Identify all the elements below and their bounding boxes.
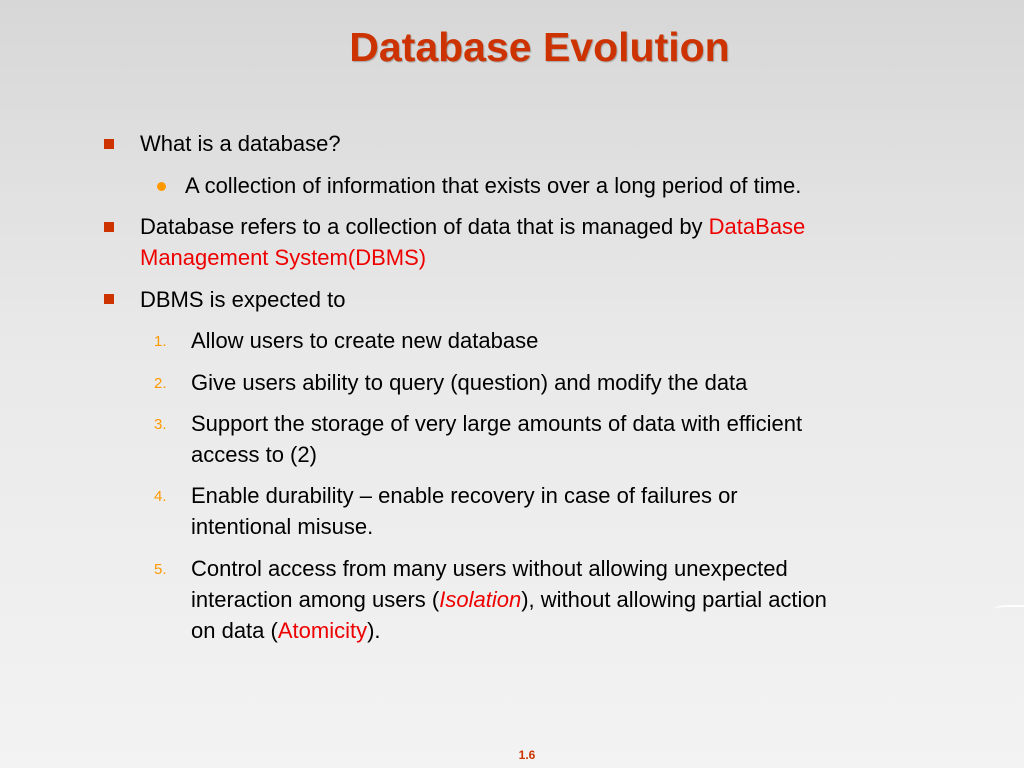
- numbered-item: Support the storage of very large amounts of data with efficient: [191, 411, 803, 436]
- numbered-item-cont: [191, 615, 381, 646]
- item-number: 5.: [154, 561, 167, 578]
- item-text: on data (: [191, 618, 278, 643]
- numbered-item-cont: intentional misuse.: [191, 514, 374, 539]
- square-bullet-icon: [104, 294, 114, 304]
- emphasis-isolation: Isolation: [439, 587, 522, 612]
- numbered-item: Enable durability – enable recovery in case of failures or: [191, 483, 738, 508]
- sub-bullet-collection: A collection of information that exists over a long period of time.: [185, 173, 802, 198]
- emphasis-text: DataBase: [708, 214, 806, 239]
- item-number: 2.: [154, 375, 167, 392]
- bullet-text: Database refers to a collection of data that is managed by: [140, 214, 709, 239]
- numbered-item-cont: access to (2): [191, 442, 317, 467]
- numbered-item: Control access from many users without allowing unexpected: [191, 556, 788, 581]
- decorative-swoosh: [994, 605, 1024, 613]
- item-text: ), without allowing partial action: [521, 587, 827, 612]
- numbered-item: Give users ability to query (question) and modify the data: [191, 370, 748, 395]
- item-number: 4.: [154, 488, 167, 505]
- emphasis-atomicity: Atomicity: [277, 618, 368, 643]
- bullet-what-is-database: What is a database?: [140, 131, 341, 156]
- item-text: interaction among users (: [191, 587, 440, 612]
- item-number: 1.: [154, 333, 167, 350]
- bullet-dbms-expected: DBMS is expected to: [140, 287, 346, 312]
- bullet-database-refers-cont: Management System(DBMS): [140, 245, 427, 270]
- slide-title: Database Evolution: [349, 24, 730, 70]
- round-bullet-icon: [157, 182, 166, 191]
- numbered-item-cont: [191, 584, 827, 615]
- page-number: 1.6: [518, 748, 536, 762]
- item-text: ).: [367, 618, 381, 643]
- square-bullet-icon: [104, 222, 114, 232]
- square-bullet-icon: [104, 139, 114, 149]
- item-number: 3.: [154, 416, 167, 433]
- bullet-database-refers: [140, 211, 805, 242]
- numbered-item: Allow users to create new database: [191, 328, 539, 353]
